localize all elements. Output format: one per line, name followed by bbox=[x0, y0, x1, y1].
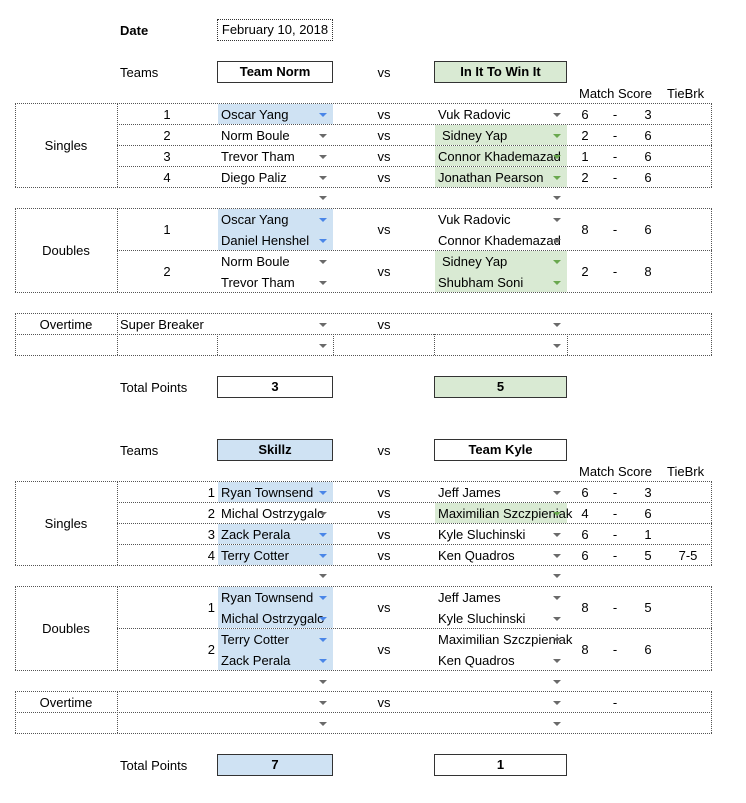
dash: - bbox=[612, 527, 618, 542]
score-b[interactable]: 3 bbox=[644, 107, 652, 122]
chevron-down-icon[interactable] bbox=[319, 218, 327, 222]
vs-label: vs bbox=[377, 548, 391, 563]
match1-doubles-2-player-b2[interactable]: Shubham Soni bbox=[438, 275, 524, 290]
score-b[interactable]: 6 bbox=[644, 642, 652, 657]
chevron-down-icon[interactable] bbox=[553, 155, 561, 159]
match2-singles-3-player-a[interactable]: Zack Perala bbox=[221, 527, 291, 542]
match1-doubles-1-player-a1[interactable]: Oscar Yang bbox=[221, 212, 289, 227]
tiebrk-header: TieBrk bbox=[667, 464, 705, 479]
chevron-down-icon[interactable] bbox=[319, 680, 327, 684]
match1-overtime-type[interactable]: Super Breaker bbox=[120, 317, 204, 332]
chevron-down-icon[interactable] bbox=[553, 617, 561, 621]
match1-doubles-1-player-b2[interactable]: Connor Khademazad bbox=[438, 233, 561, 248]
score-a[interactable]: 8 bbox=[581, 642, 589, 657]
chevron-down-icon[interactable] bbox=[553, 574, 561, 578]
chevron-down-icon[interactable] bbox=[553, 596, 561, 600]
chevron-down-icon[interactable] bbox=[553, 196, 561, 200]
chevron-down-icon[interactable] bbox=[319, 701, 327, 705]
match2-singles-4-player-b[interactable]: Ken Quadros bbox=[438, 548, 515, 563]
chevron-down-icon[interactable] bbox=[319, 617, 327, 621]
dash: - bbox=[612, 485, 618, 500]
chevron-down-icon[interactable] bbox=[319, 344, 327, 348]
vs-label: vs bbox=[377, 527, 391, 542]
score-a[interactable]: 8 bbox=[581, 222, 589, 237]
teams-label: Teams bbox=[120, 65, 159, 80]
match-score-header: Match Score bbox=[579, 86, 652, 101]
vs-label: vs bbox=[377, 149, 391, 164]
chevron-down-icon[interactable] bbox=[553, 512, 561, 516]
vs-label: vs bbox=[377, 222, 391, 237]
match1-singles-1-player-a[interactable]: Oscar Yang bbox=[221, 107, 289, 122]
chevron-down-icon[interactable] bbox=[553, 218, 561, 222]
match2-total-a: 7 bbox=[217, 754, 333, 776]
score-b[interactable]: 3 bbox=[644, 485, 652, 500]
match1-team-b[interactable]: In It To Win It bbox=[434, 61, 567, 83]
match1-singles-4-player-b[interactable]: Jonathan Pearson bbox=[438, 170, 544, 185]
match2-singles-1-num: 1 bbox=[207, 485, 215, 500]
match2-team-a[interactable]: Skillz bbox=[217, 439, 333, 461]
chevron-down-icon[interactable] bbox=[319, 176, 327, 180]
dash: - bbox=[612, 506, 618, 521]
tiebreak-score[interactable]: 7-5 bbox=[678, 548, 698, 563]
dash: - bbox=[612, 695, 618, 710]
chevron-down-icon[interactable] bbox=[319, 512, 327, 516]
chevron-down-icon[interactable] bbox=[553, 722, 561, 726]
chevron-down-icon[interactable] bbox=[553, 701, 561, 705]
doubles-label: Doubles bbox=[42, 243, 90, 258]
date-label: Date bbox=[120, 23, 149, 38]
match1-singles-3-num: 3 bbox=[163, 149, 171, 164]
chevron-down-icon[interactable] bbox=[319, 596, 327, 600]
chevron-down-icon[interactable] bbox=[553, 239, 561, 243]
score-a[interactable]: 2 bbox=[581, 128, 589, 143]
score-b[interactable]: 6 bbox=[644, 128, 652, 143]
dash: - bbox=[612, 128, 618, 143]
dash: - bbox=[612, 264, 618, 279]
match2-doubles-2-player-b1[interactable]: Maximilian Szczpieniak bbox=[438, 632, 573, 647]
chevron-down-icon[interactable] bbox=[319, 134, 327, 138]
chevron-down-icon[interactable] bbox=[319, 554, 327, 558]
match1-singles-1-player-b[interactable]: Vuk Radovic bbox=[438, 107, 511, 122]
dash: - bbox=[612, 170, 618, 185]
match2-singles-2-player-b[interactable]: Maximilian Szczpieniak bbox=[438, 506, 573, 521]
match1-doubles-1-num: 1 bbox=[163, 222, 171, 237]
match1-team-a[interactable]: Team Norm bbox=[217, 61, 333, 83]
singles-label: Singles bbox=[44, 138, 88, 153]
match2-doubles-1-player-a2[interactable]: Michal Ostrzygalo bbox=[221, 611, 325, 626]
match2-singles-2-num: 2 bbox=[207, 506, 215, 521]
chevron-down-icon[interactable] bbox=[319, 281, 327, 285]
chevron-down-icon[interactable] bbox=[319, 260, 327, 264]
match1-doubles-1-player-b1[interactable]: Vuk Radovic bbox=[438, 212, 511, 227]
dash: - bbox=[612, 149, 618, 164]
dash: - bbox=[612, 107, 618, 122]
singles-label: Singles bbox=[44, 516, 88, 531]
vs-label: vs bbox=[377, 317, 391, 332]
match1-doubles-1-player-a2[interactable]: Daniel Henshel bbox=[221, 233, 310, 248]
match2-doubles-1-player-b1[interactable]: Jeff James bbox=[438, 590, 501, 605]
match1-singles-3-player-a[interactable]: Trevor Tham bbox=[221, 149, 295, 164]
chevron-down-icon[interactable] bbox=[319, 533, 327, 537]
match2-doubles-1-num: 1 bbox=[207, 600, 215, 615]
chevron-down-icon[interactable] bbox=[319, 574, 327, 578]
chevron-down-icon[interactable] bbox=[553, 491, 561, 495]
score-a[interactable]: 2 bbox=[581, 264, 589, 279]
score-a[interactable]: 6 bbox=[581, 485, 589, 500]
match1-total-b: 5 bbox=[434, 376, 567, 398]
chevron-down-icon[interactable] bbox=[319, 491, 327, 495]
match2-team-b[interactable]: Team Kyle bbox=[434, 439, 567, 461]
match1-singles-4-num: 4 bbox=[163, 170, 171, 185]
match1-singles-3-player-b[interactable]: Connor Khademazad bbox=[438, 149, 561, 164]
match2-doubles-1-player-a1[interactable]: Ryan Townsend bbox=[221, 590, 314, 605]
chevron-down-icon[interactable] bbox=[553, 533, 561, 537]
chevron-down-icon[interactable] bbox=[319, 659, 327, 663]
chevron-down-icon[interactable] bbox=[553, 323, 561, 327]
score-b[interactable]: 8 bbox=[644, 264, 652, 279]
match-score-header: Match Score bbox=[579, 464, 652, 479]
chevron-down-icon[interactable] bbox=[553, 680, 561, 684]
match1-doubles-2-player-b1[interactable]: Sidney Yap bbox=[442, 254, 508, 269]
score-b[interactable]: 6 bbox=[644, 506, 652, 521]
doubles-label: Doubles bbox=[42, 621, 90, 636]
vs-label: vs bbox=[377, 443, 391, 458]
chevron-down-icon[interactable] bbox=[553, 659, 561, 663]
date-field[interactable]: February 10, 2018 bbox=[217, 19, 333, 41]
match1-doubles-2-num: 2 bbox=[163, 264, 171, 279]
match2-singles-4-num: 4 bbox=[207, 548, 215, 563]
dash: - bbox=[612, 600, 618, 615]
chevron-down-icon[interactable] bbox=[319, 239, 327, 243]
chevron-down-icon[interactable] bbox=[553, 638, 561, 642]
chevron-down-icon[interactable] bbox=[553, 134, 561, 138]
score-a[interactable]: 6 bbox=[581, 548, 589, 563]
vs-label: vs bbox=[377, 65, 391, 80]
score-a[interactable]: 8 bbox=[581, 600, 589, 615]
chevron-down-icon[interactable] bbox=[553, 113, 561, 117]
chevron-down-icon[interactable] bbox=[319, 113, 327, 117]
match2-doubles-2-player-a2[interactable]: Zack Perala bbox=[221, 653, 291, 668]
vs-label: vs bbox=[377, 642, 391, 657]
match2-singles-3-player-b[interactable]: Kyle Sluchinski bbox=[438, 527, 526, 542]
overtime-label: Overtime bbox=[39, 695, 93, 710]
vs-label: vs bbox=[377, 485, 391, 500]
score-a[interactable]: 1 bbox=[581, 149, 589, 164]
score-b[interactable]: 6 bbox=[644, 170, 652, 185]
dash: - bbox=[612, 222, 618, 237]
vs-label: vs bbox=[377, 695, 391, 710]
chevron-down-icon[interactable] bbox=[553, 176, 561, 180]
overtime-label: Overtime bbox=[39, 317, 93, 332]
match2-doubles-1-player-b2[interactable]: Kyle Sluchinski bbox=[438, 611, 526, 626]
match2-singles-1-player-a[interactable]: Ryan Townsend bbox=[221, 485, 314, 500]
match2-singles-4-player-a[interactable]: Terry Cotter bbox=[221, 548, 289, 563]
chevron-down-icon[interactable] bbox=[319, 155, 327, 159]
chevron-down-icon[interactable] bbox=[319, 323, 327, 327]
match1-singles-2-player-b[interactable]: Sidney Yap bbox=[442, 128, 508, 143]
vs-label: vs bbox=[377, 600, 391, 615]
chevron-down-icon[interactable] bbox=[319, 638, 327, 642]
match2-doubles-2-player-b2[interactable]: Ken Quadros bbox=[438, 653, 515, 668]
score-a[interactable]: 6 bbox=[581, 527, 589, 542]
score-b[interactable]: 6 bbox=[644, 222, 652, 237]
match2-singles-1-player-b[interactable]: Jeff James bbox=[438, 485, 501, 500]
vs-label: vs bbox=[377, 107, 391, 122]
total-points-label: Total Points bbox=[120, 758, 188, 773]
chevron-down-icon[interactable] bbox=[319, 196, 327, 200]
tiebrk-header: TieBrk bbox=[667, 86, 705, 101]
match2-singles-2-player-a[interactable]: Michal Ostrzygalo bbox=[221, 506, 325, 521]
match1-doubles-2-player-a2[interactable]: Trevor Tham bbox=[221, 275, 295, 290]
match2-total-b: 1 bbox=[434, 754, 567, 776]
score-a[interactable]: 2 bbox=[581, 170, 589, 185]
match1-singles-2-player-a[interactable]: Norm Boule bbox=[221, 128, 290, 143]
chevron-down-icon[interactable] bbox=[553, 281, 561, 285]
match1-singles-1-num: 1 bbox=[163, 107, 171, 122]
total-points-label: Total Points bbox=[120, 380, 188, 395]
match2-singles-3-num: 3 bbox=[207, 527, 215, 542]
score-a[interactable]: 4 bbox=[581, 506, 589, 521]
chevron-down-icon[interactable] bbox=[553, 260, 561, 264]
chevron-down-icon[interactable] bbox=[553, 554, 561, 558]
match1-singles-4-player-a[interactable]: Diego Paliz bbox=[221, 170, 287, 185]
match2-doubles-2-player-a1[interactable]: Terry Cotter bbox=[221, 632, 289, 647]
match1-total-a: 3 bbox=[217, 376, 333, 398]
teams-label: Teams bbox=[120, 443, 159, 458]
chevron-down-icon[interactable] bbox=[319, 722, 327, 726]
dash: - bbox=[612, 548, 618, 563]
score-b[interactable]: 1 bbox=[644, 527, 652, 542]
chevron-down-icon[interactable] bbox=[553, 344, 561, 348]
match2-doubles-2-num: 2 bbox=[207, 642, 215, 657]
score-b[interactable]: 6 bbox=[644, 149, 652, 164]
match1-singles-2-num: 2 bbox=[163, 128, 171, 143]
vs-label: vs bbox=[377, 170, 391, 185]
score-a[interactable]: 6 bbox=[581, 107, 589, 122]
dash: - bbox=[612, 642, 618, 657]
match1-doubles-2-player-a1[interactable]: Norm Boule bbox=[221, 254, 290, 269]
vs-label: vs bbox=[377, 128, 391, 143]
score-b[interactable]: 5 bbox=[644, 600, 652, 615]
score-b[interactable]: 5 bbox=[644, 548, 652, 563]
vs-label: vs bbox=[377, 506, 391, 521]
vs-label: vs bbox=[377, 264, 391, 279]
